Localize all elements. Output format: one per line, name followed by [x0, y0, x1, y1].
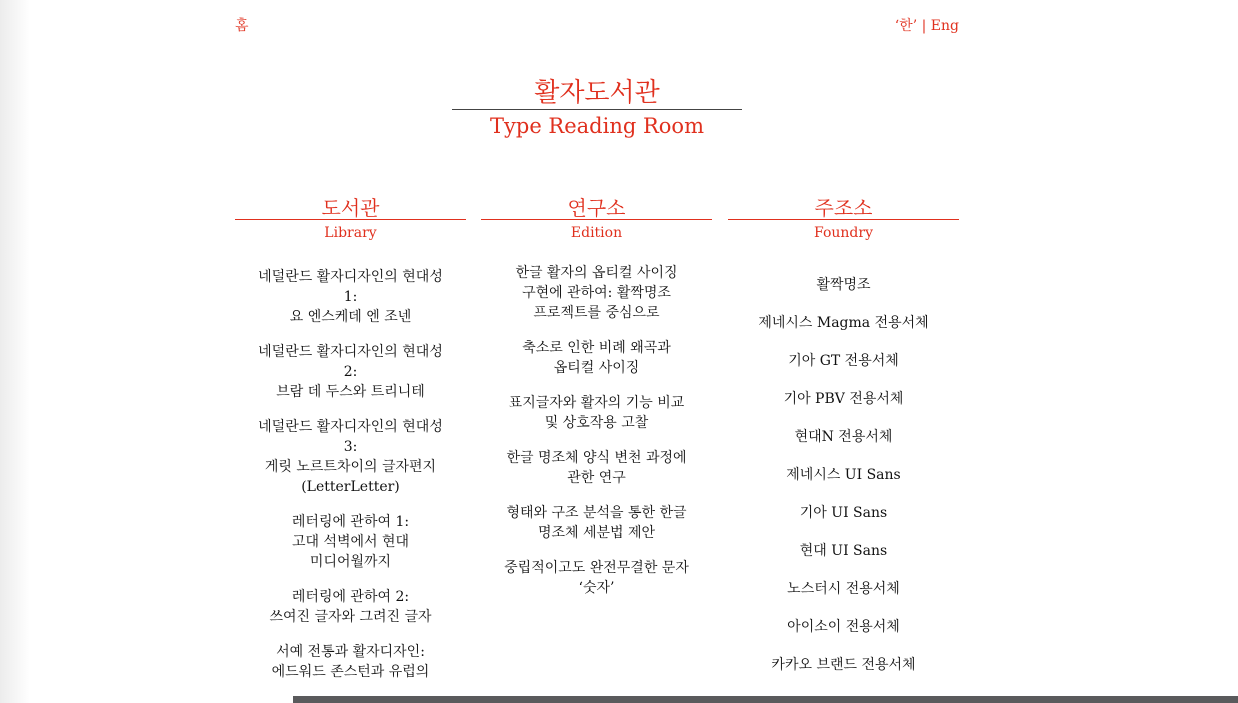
library-heading: 도서관: [235, 192, 466, 220]
list-item[interactable]: 현대 UI Sans: [799, 543, 888, 559]
list-item[interactable]: 한글 명조체 양식 변천 과정에 관한 연구: [506, 450, 687, 486]
list-item[interactable]: 아이소이 전용서체: [787, 619, 900, 635]
list-item[interactable]: 한글 활자의 옵티컬 사이징 구현에 관하여: 활짝명조 프로젝트를 중심으로: [515, 265, 678, 321]
page-title: 활자도서관: [534, 78, 660, 108]
list-item[interactable]: 네덜란드 활자디자인의 현대성 3: 게릿 노르트차이의 글자편지 (LetterLetter): [258, 419, 443, 495]
list-item[interactable]: 서예 전통과 활자디자인: 에드워드 존스턴과 유럽의: [271, 644, 430, 680]
page-edge-shadow: [0, 0, 30, 703]
library-list: [235, 267, 466, 682]
lang-separator: |: [917, 18, 931, 34]
library-column: [235, 192, 466, 697]
list-item[interactable]: 중립적이고도 완전무결한 문자 ‘숫자’: [504, 560, 689, 596]
list-item[interactable]: 기아 GT 전용서체: [788, 353, 899, 369]
list-item[interactable]: 표지글자와 활자의 기능 비교 및 상호작용 고찰: [508, 395, 685, 431]
list-item[interactable]: 네덜란드 활자디자인의 현대성 2: 브람 데 두스와 트리니테: [258, 344, 443, 400]
edition-list: [481, 263, 712, 598]
list-item[interactable]: 기아 PBV 전용서체: [783, 391, 904, 407]
list-item[interactable]: 활짝명조: [816, 277, 871, 293]
lang-korean-link[interactable]: ‘한’: [894, 18, 918, 34]
language-switcher: [895, 15, 959, 35]
lang-english-link[interactable]: Eng: [930, 18, 959, 34]
page-subtitle: Type Reading Room: [490, 114, 704, 138]
list-item[interactable]: 현대N 전용서체: [794, 429, 893, 445]
list-item[interactable]: 카카오 브랜드 전용서체: [771, 657, 916, 673]
list-item[interactable]: 레터링에 관하여 2: 쓰여진 글자와 그려진 글자: [269, 589, 432, 625]
home-link[interactable]: 홈: [235, 18, 249, 34]
foundry-column: [728, 192, 959, 693]
list-item[interactable]: 네덜란드 활자디자인의 현대성 1: 요 엔스케데 엔 조넨: [258, 269, 443, 325]
edition-column: [481, 192, 712, 613]
foundry-list: [728, 275, 959, 675]
taskbar[interactable]: [293, 696, 1238, 703]
list-item[interactable]: 형태와 구조 분석을 통한 한글 명조체 세분법 제안: [506, 505, 687, 541]
list-item[interactable]: 기아 UI Sans: [799, 505, 888, 521]
list-item[interactable]: 노스터시 전용서체: [787, 581, 900, 597]
list-item[interactable]: 레터링에 관하여 1: 고대 석벽에서 현대 미디어월까지: [291, 514, 410, 570]
edition-subheading: Edition: [570, 225, 623, 241]
foundry-subheading: Foundry: [814, 225, 873, 241]
list-item[interactable]: 제네시스 UI Sans: [786, 467, 901, 483]
foundry-heading: 주조소: [728, 192, 959, 220]
list-item[interactable]: 제네시스 Magma 전용서체: [758, 315, 929, 331]
edition-heading: 연구소: [481, 192, 712, 220]
title-divider: [452, 109, 742, 110]
list-item[interactable]: 축소로 인한 비례 왜곡과 옵티컬 사이징: [522, 340, 671, 376]
library-subheading: Library: [324, 225, 377, 241]
